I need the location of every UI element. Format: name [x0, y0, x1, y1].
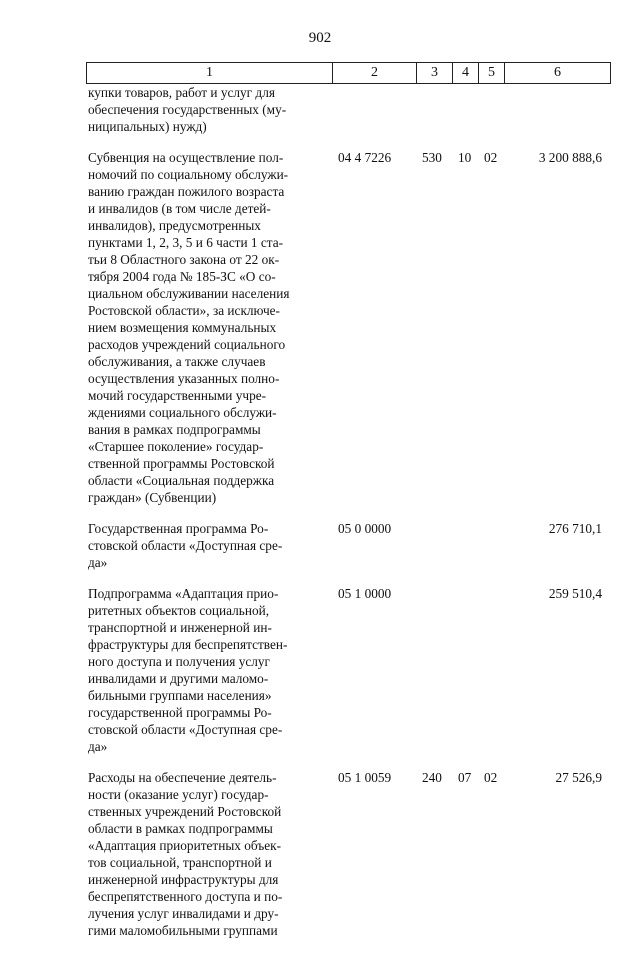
row-col-5: 02	[484, 770, 498, 785]
row-code: 05 0 0000	[338, 521, 392, 536]
row-name-line: области в рамках подпрограммы	[88, 821, 273, 836]
row-name	[88, 769, 322, 939]
header-col-3: 3	[417, 63, 453, 84]
row-code: 05 1 0000	[338, 586, 392, 601]
row-col-5: 02	[484, 150, 498, 165]
row-name-line: ности (оказание услуг) государ-	[88, 787, 269, 802]
row-name-line: бильными группами населения»	[88, 688, 272, 703]
row-name-line: Государственная программа Ро-	[88, 521, 269, 536]
row-name-line: номочий по социальному обслужи-	[88, 167, 289, 182]
row-amount: 27 526,9	[555, 770, 602, 785]
row-name-line: ванию граждан пожилого возраста	[88, 184, 285, 199]
row-name-line: тов социальной, транспортной и	[88, 855, 272, 870]
row-name-line: ритетных объектов социальной,	[88, 603, 270, 618]
row-name-line: купки товаров, работ и услуг для	[88, 85, 275, 100]
row-name-line: граждан» (Субвенции)	[88, 490, 217, 505]
row-amount: 276 710,1	[548, 521, 602, 536]
row-name-line: стовской области «Доступная сре-	[88, 538, 283, 553]
row-name-line: Расходы на обеспечение деятель-	[88, 770, 277, 785]
row-amount: 3 200 888,6	[538, 150, 602, 165]
row-name-line: ственной программы Ростовской	[88, 456, 275, 471]
table-row	[0, 84, 640, 135]
row-col-4: 07	[458, 770, 472, 785]
row-name-line: «Адаптация приоритетных объек-	[88, 838, 281, 853]
table-row	[0, 520, 640, 571]
row-name-line: да»	[88, 739, 108, 754]
row-name-line: тября 2004 года № 185-ЗС «О со-	[88, 269, 276, 284]
row-name-line: Ростовской области», за исключе-	[88, 303, 280, 318]
row-name-line: осуществления указанных полно-	[88, 371, 280, 386]
row-name	[88, 149, 322, 506]
row-name-line: беспрепятственного доступа и по-	[88, 889, 283, 904]
row-name-line: обеспечения государственных (му-	[88, 102, 287, 117]
table-row	[0, 769, 640, 939]
header-col-5: 5	[479, 63, 505, 84]
row-name-line: циальном обслуживании населения	[88, 286, 290, 301]
row-name-line: пунктами 1, 2, 3, 5 и 6 части 1 ста-	[88, 235, 284, 250]
header-col-2: 2	[333, 63, 417, 84]
row-name-line: ственных учреждений Ростовской	[88, 804, 282, 819]
row-name-line: фраструктуры для беспрепятствен-	[88, 637, 288, 652]
table-row	[0, 149, 640, 506]
row-name-line: нием возмещения коммунальных	[88, 320, 277, 335]
row-col-4: 10	[458, 150, 472, 165]
row-name-line: да»	[88, 555, 108, 570]
row-col-3: 530	[422, 150, 442, 165]
row-name-line: и инвалидов (в том числе детей-	[88, 201, 271, 216]
row-name-line: ниципальных) нужд)	[88, 119, 207, 134]
row-name-line: Субвенция на осуществление пол-	[88, 150, 284, 165]
row-name-line: инвалидами и другими маломо-	[88, 671, 269, 686]
header-col-1: 1	[87, 63, 333, 84]
table-header	[86, 62, 611, 84]
row-name-line: инвалидов), предусмотренных	[88, 218, 261, 233]
row-name-line: лучения услуг инвалидами и дру-	[88, 906, 279, 921]
table-row	[0, 585, 640, 755]
row-name-line: мочий государственными учре-	[88, 388, 267, 403]
row-name-line: гими маломобильными группами	[88, 923, 278, 938]
header-col-4: 4	[453, 63, 479, 84]
row-name-line: области «Социальная поддержка	[88, 473, 275, 488]
row-name-line: «Старшее поколение» государ-	[88, 439, 264, 454]
row-name-line: ного доступа и получения услуг	[88, 654, 270, 669]
row-name-line: стовской области «Доступная сре-	[88, 722, 283, 737]
row-name-line: инженерной инфраструктуры для	[88, 872, 279, 887]
row-name-line: транспортной и инженерной ин-	[88, 620, 272, 635]
row-code: 04 4 7226	[338, 150, 392, 165]
row-name-line: государственной программы Ро-	[88, 705, 272, 720]
row-name	[88, 520, 322, 571]
row-name-line: расходов учреждений социального	[88, 337, 286, 352]
row-name-line: вания в рамках подпрограммы	[88, 422, 261, 437]
row-name	[88, 84, 322, 135]
row-name-line: тьи 8 Областного закона от 22 ок-	[88, 252, 280, 267]
header-col-6: 6	[505, 63, 611, 84]
row-code: 05 1 0059	[338, 770, 392, 785]
page-number: 902	[308, 30, 332, 46]
row-amount: 259 510,4	[548, 586, 602, 601]
row-name-line: обслуживания, а также случаев	[88, 354, 266, 369]
row-name	[88, 585, 322, 755]
row-col-3: 240	[422, 770, 442, 785]
row-name-line: Подпрограмма «Адаптация прио-	[88, 586, 279, 601]
row-name-line: ждениями социального обслужи-	[88, 405, 277, 420]
table-body	[0, 84, 640, 953]
